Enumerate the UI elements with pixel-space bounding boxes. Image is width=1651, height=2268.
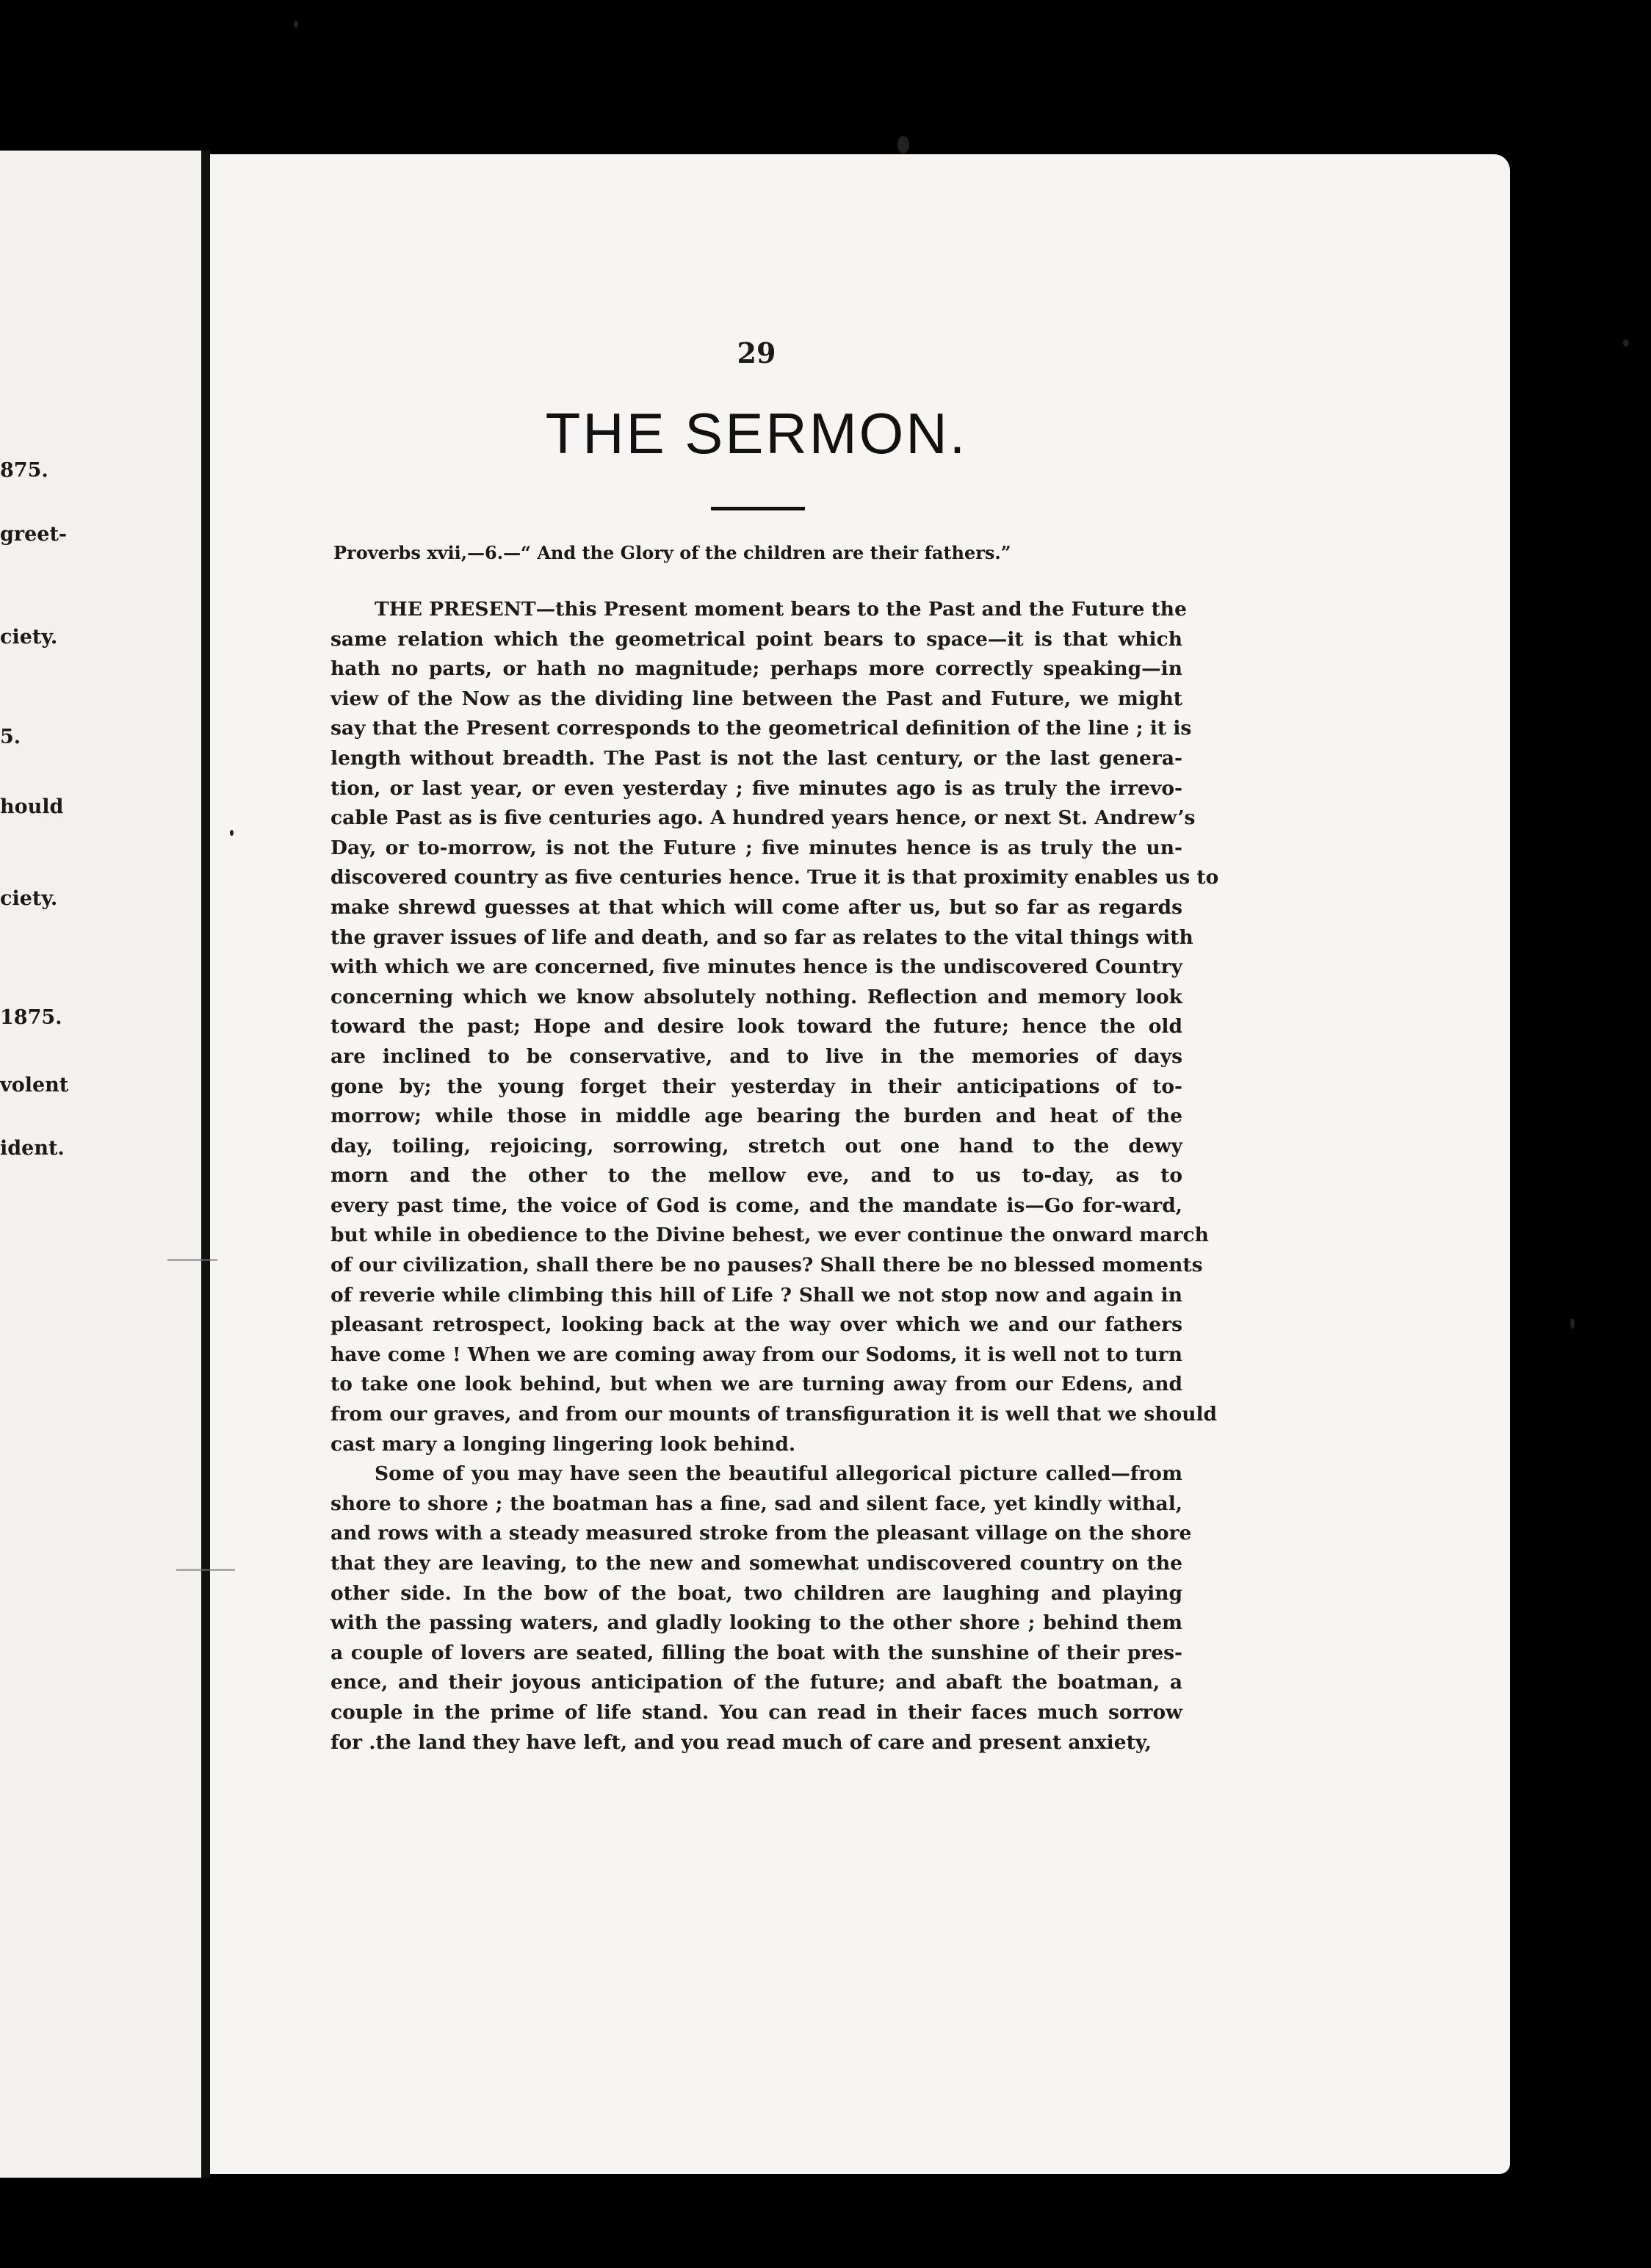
title-rule: [711, 507, 805, 510]
ink-speck: [294, 21, 298, 28]
text-line: a couple of lovers are seated, filling the boat with the sunshine of their pres-: [330, 1641, 1182, 1664]
text-line: other side. In the bow of the boat, two children are laughing and playing: [330, 1581, 1182, 1605]
text-line: view of the Now as the dividing line between the Past and Future, we might: [330, 687, 1182, 710]
text-line: make shrewd guesses at that which will come after us, but so far as regards: [330, 895, 1182, 919]
left-page: [0, 151, 201, 2178]
pencil-mark: [167, 1259, 217, 1261]
text-line: but while in obedience to the Divine behest, we ever continue the onward march: [330, 1224, 1209, 1247]
left-page-fragment: volent: [0, 1074, 69, 1097]
ink-speck: [230, 830, 234, 836]
text-line: cable Past as is five centuries ago. A hundred years hence, or next St. Andrew’s: [330, 806, 1196, 830]
text-line: pleasant retrospect, looking back at the way over which we and our fathers: [330, 1313, 1182, 1337]
book-spine: [201, 151, 210, 2178]
pencil-mark: [176, 1569, 235, 1571]
text-line: the graver issues of life and death, and so far as relates to the vital things with: [330, 925, 1193, 949]
paragraph: [330, 1459, 1192, 1758]
text-line: ence, and their joyous anticipation of the future; and abaft the boatman, a: [330, 1671, 1182, 1694]
text-line: are inclined to be conservative, and to live in the memories of days: [330, 1044, 1182, 1068]
text-line: from our graves, and from our mounts of transfiguration it is well that we should: [330, 1403, 1218, 1426]
left-page-fragment: ciety.: [0, 626, 58, 649]
text-line: morn and the other to the mellow eve, and to us to-day, as to: [330, 1164, 1182, 1188]
text-line: day, toiling, rejoicing, sorrowing, stretch out one hand to the dewy: [330, 1134, 1182, 1158]
text-line: morrow; while those in middle age bearing the burden and heat of the: [330, 1105, 1182, 1128]
text-line: Day, or to-morrow, is not the Future ; five minutes hence is as truly the un-: [330, 836, 1182, 859]
text-line: discovered country as five centuries hence. True it is that proximity enables us to: [330, 866, 1219, 889]
paragraph: [330, 595, 1219, 1459]
text-line: same relation which the geometrical point bears to space—it is that which: [330, 627, 1182, 651]
text-line: hath no parts, or hath no magnitude; perhaps more correctly speaking—in: [330, 657, 1182, 681]
left-page-fragment: greet-: [0, 523, 68, 546]
left-page-fragment: 875.: [0, 459, 48, 482]
page-title: THE SERMON.: [545, 401, 968, 466]
ink-speck: [1623, 339, 1629, 347]
text-line: tion, or last year, or even yesterday ; five minutes ago is as truly the irrevo-: [330, 776, 1182, 800]
text-line: have come ! When we are coming away from our Sodoms, it is well not to turn: [330, 1343, 1182, 1366]
left-page-fragment: 5.: [0, 726, 21, 748]
text-line: toward the past; Hope and desire look toward the future; hence the old: [330, 1015, 1182, 1039]
text-line: Some of you may have seen the beautiful allegorical picture called—from: [375, 1462, 1182, 1486]
left-page-fragment: ident.: [0, 1137, 65, 1160]
left-page-fragment: hould: [0, 795, 64, 818]
text-line: cast mary a longing lingering look behind.: [330, 1432, 796, 1456]
text-line: to take one look behind, but when we are turning away from our Edens, and: [330, 1373, 1182, 1396]
text-line: every past time, the voice of God is come, and the mandate is—Go for-ward,: [330, 1193, 1182, 1217]
text-line: with the passing waters, and gladly looking to the other shore ; behind them: [330, 1611, 1182, 1635]
page-number: 29: [737, 336, 776, 369]
text-line: of reverie while climbing this hill of Life ? Shall we not stop now and again in: [330, 1283, 1182, 1307]
text-line: of our civilization, shall there be no pauses? Shall there be no blessed moments: [330, 1254, 1203, 1277]
left-page-fragment: 1875.: [0, 1006, 62, 1029]
left-page-fragment: ciety.: [0, 887, 58, 910]
text-line: for .the land they have left, and you read much of care and present anxiety,: [330, 1730, 1152, 1754]
text-line: THE PRESENT—this Present moment bears to the Past and the Future the: [375, 598, 1187, 621]
text-line: and rows with a steady measured stroke from the pleasant village on the shore: [330, 1522, 1192, 1545]
text-line: that they are leaving, to the new and somewhat undiscovered country on the: [330, 1552, 1182, 1575]
text-line: length without breadth. The Past is not the last century, or the last genera-: [330, 746, 1182, 770]
text-line: concerning which we know absolutely nothing. Reflection and memory look: [330, 985, 1182, 1008]
body-text: [330, 595, 1219, 1758]
text-line: say that the Present corresponds to the geometrical definition of the line ; it is: [330, 717, 1192, 740]
text-line: couple in the prime of life stand. You can read in their faces much sorrow: [330, 1700, 1182, 1724]
text-line: shore to shore ; the boatman has a fine, sad and silent face, yet kindly withal,: [330, 1492, 1182, 1515]
epigraph: Proverbs xvii,—6.—“ And the Glory of the children are their fathers.”: [333, 542, 1011, 563]
ink-speck: [897, 136, 909, 154]
text-line: with which we are concerned, five minutes hence is the undiscovered Country: [330, 956, 1182, 979]
text-line: gone by; the young forget their yesterday in their anticipations of to-: [330, 1075, 1182, 1098]
ink-speck: [1570, 1318, 1575, 1329]
